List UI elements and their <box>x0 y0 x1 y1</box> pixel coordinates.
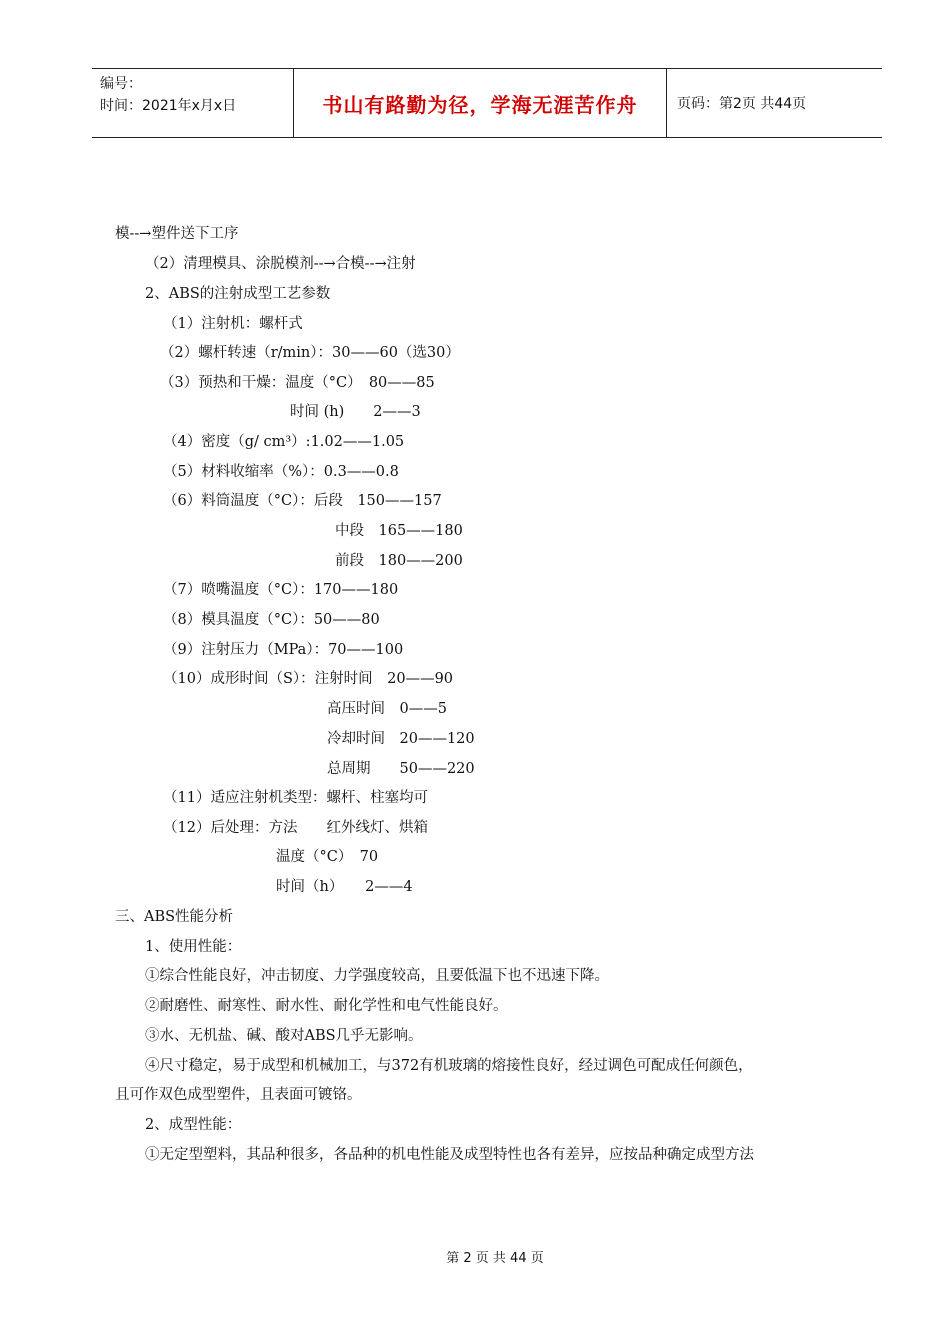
text-line: （4）密度（g/ cm³）:1.02——1.05 <box>163 434 405 450</box>
text-line: 2、ABS的注射成型工艺参数 <box>145 286 331 302</box>
time-label: 时间：2021年x月x日 <box>100 98 237 114</box>
page-footer: 第 2 页 共 44 页 <box>446 1251 544 1266</box>
text-line: 时间（h） 2——4 <box>276 879 413 895</box>
text-line: 温度（°C） 70 <box>276 849 379 865</box>
header-motto: 书山有路勤为径，学海无涯苦作舟 <box>294 69 667 137</box>
text-line: （8）模具温度（°C）：50——80 <box>163 612 380 628</box>
text-line: ③水、无机盐、碱、酸对ABS几乎无影响。 <box>145 1028 423 1044</box>
text-line: （12）后处理：方法 红外线灯、烘箱 <box>163 820 428 836</box>
text-line: ②耐磨性、耐寒性、耐水性、耐化学性和电气性能良好。 <box>145 998 508 1014</box>
text-line: ①无定型塑料，其品种很多，各品种的机电性能及成型特性也各有差异，应按品种确定成型方法 <box>145 1147 754 1163</box>
text-line: 1、使用性能： <box>145 939 242 955</box>
text-line: （7）喷嘴温度（°C）：170——180 <box>163 582 399 598</box>
section-heading: 三、ABS性能分析 <box>115 909 234 925</box>
text-line: （2）清理模具、涂脱模剂--→合模--→注射 <box>145 256 416 272</box>
text-line: 时间 (h) 2——3 <box>290 404 421 420</box>
text-line: ①综合性能良好，冲击韧度、力学强度较高，且要低温下也不迅速下降。 <box>145 968 609 984</box>
text-line: （1）注射机：螺杆式 <box>163 316 303 332</box>
text-line: （3）预热和干燥：温度（°C） 80——85 <box>160 375 435 391</box>
text-line: ④尺寸稳定，易于成型和机械加工，与372有机玻璃的熔接性良好，经过调色可配成任何颜色， <box>145 1058 753 1074</box>
text-line: 2、成型性能： <box>145 1117 242 1133</box>
text-line: 前段 180——200 <box>335 553 463 569</box>
text-line: 且可作双色成型塑件，且表面可镀铬。 <box>115 1087 362 1103</box>
text-line: 高压时间 0——5 <box>327 701 447 717</box>
text-line: 模--→塑件送下工序 <box>115 226 239 242</box>
text-line: 冷却时间 20——120 <box>327 731 475 747</box>
text-line: （11）适应注射机类型：螺杆、柱塞均可 <box>163 790 428 806</box>
text-line: （9）注射压力（MPa）：70——100 <box>163 642 404 658</box>
number-label: 编号： <box>100 76 142 92</box>
text-line: （10）成形时间（S）：注射时间 20——90 <box>163 671 454 687</box>
text-line: 中段 165——180 <box>335 523 463 539</box>
text-line: （2）螺杆转速（r/min）：30——60（选30） <box>160 345 460 361</box>
text-line: 总周期 50——220 <box>327 761 475 777</box>
text-line: （6）料筒温度（°C）：后段 150——157 <box>163 493 442 509</box>
header-page-info: 页码：第2页 共44页 <box>677 96 807 112</box>
text-line: （5）材料收缩率（%）：0.3——0.8 <box>163 464 399 480</box>
